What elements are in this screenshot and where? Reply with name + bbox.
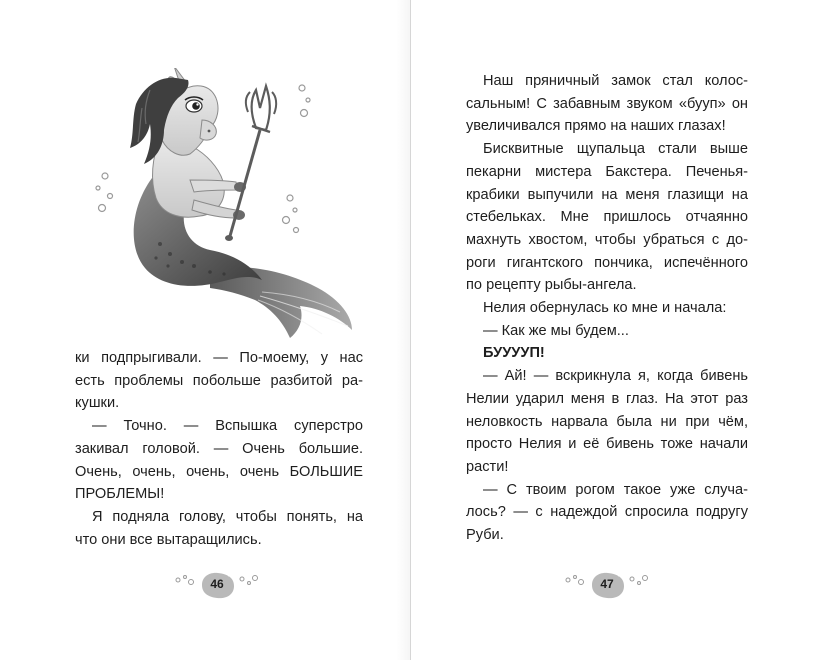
text-line: Я подняла голову, чтобы понять, на [92, 508, 363, 525]
seahorse-mermaid-illustration [90, 68, 360, 348]
text-line: роги гигантского пончика, испечённого [466, 254, 748, 271]
text-line: лось? — с надеждой спросила подругу [466, 504, 748, 521]
text-line: есть проблемы побольше разбитой ра- [75, 372, 363, 389]
page-number-badge [172, 568, 262, 602]
text-line: по рецепту рыбы-ангела. [466, 277, 637, 294]
text-line: Руби. [466, 527, 504, 544]
text-line: Нелии ударил меня в глаз. На этот раз [466, 390, 748, 407]
text-line-emphasis: БУУУУП! [483, 345, 545, 362]
text-line: ки подпрыгивали. — По-моему, у нас [75, 350, 363, 366]
text-line: махнуть хвостом, чтобы убраться с до- [466, 231, 748, 248]
text-line: что они все вытаращились. [75, 531, 262, 548]
text-line: — Точно. — Вспышка суперстро [92, 418, 363, 435]
text-line: стебельках. Мне пришлось отчаянно [466, 209, 748, 226]
text-line: пекарни мистера Бакстера. Печенья- [466, 163, 748, 180]
left-page-text [75, 347, 363, 551]
page-number-badge [562, 568, 652, 602]
text-line: Нелия обернулась ко мне и начала: [483, 300, 727, 317]
text-line: — Ай! — вскрикнула я, когда бивень [483, 368, 748, 385]
right-page-text [466, 70, 748, 547]
text-line: Очень, очень, очень, очень БОЛЬШИЕ [75, 463, 363, 480]
text-line: сальным! С забавным звуком «бууп» он [466, 95, 748, 112]
text-line: неловкость нарвала была ни при чём, [466, 413, 748, 430]
page-number: 46 [210, 577, 224, 591]
text-line: Бисквитные щупальца стали выше [483, 141, 748, 158]
text-line: закивал головой. — Очень большие. [75, 440, 363, 457]
text-line: увеличивался прямо на наших глазах! [466, 118, 726, 135]
gutter-shadow [396, 0, 410, 660]
text-line: — Как же мы будем... [483, 322, 629, 339]
text-line: ПРОБЛЕМЫ! [75, 486, 165, 503]
page-number: 47 [600, 577, 614, 591]
text-line: — С твоим рогом такое уже случа- [483, 481, 748, 498]
text-line: Наш пряничный замок стал колос- [483, 73, 748, 89]
text-line: крабики выпучили на меня глазищи на [466, 186, 748, 203]
text-line: кушки. [75, 395, 120, 412]
text-line: расти! [466, 458, 509, 475]
text-line: просто Нелия и её бивень тоже начали [466, 436, 748, 453]
